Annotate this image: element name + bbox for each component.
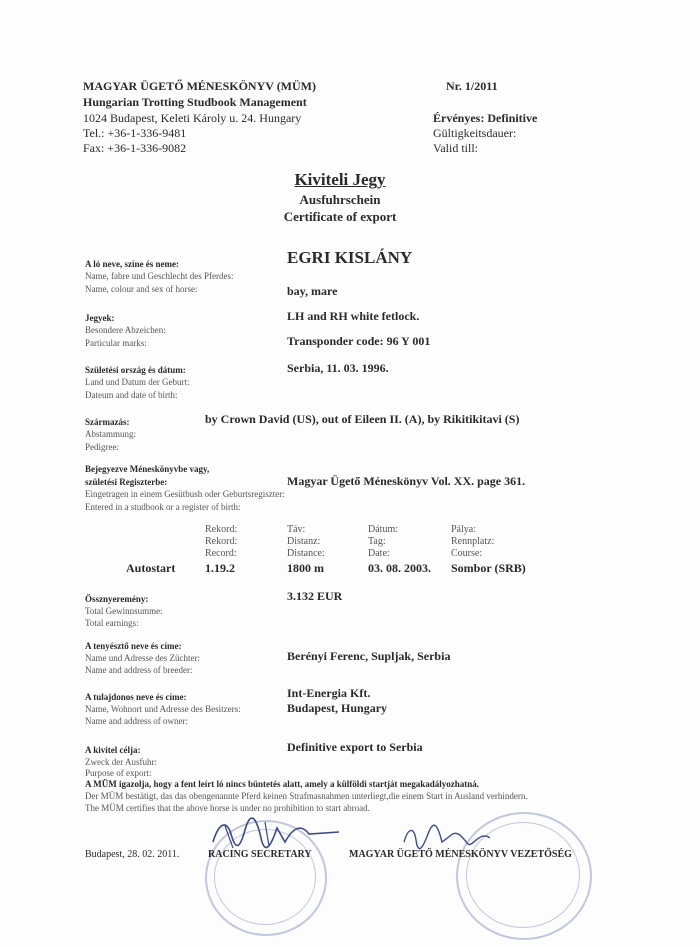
record-tav-hu: Táv:	[287, 524, 306, 535]
org-name-en: Hungarian Trotting Studbook Management	[83, 95, 307, 109]
register-label-en: Entered in a studbook or a register of birth:	[85, 502, 241, 512]
marks-value: LH and RH white fetlock.	[287, 309, 420, 323]
birth-value: Serbia, 11. 03. 1996.	[287, 361, 389, 375]
validity-en: Valid till:	[433, 141, 478, 155]
breeder-label-en: Name and address of breeder:	[85, 665, 193, 675]
earnings-value: 3.132 EUR	[287, 589, 343, 603]
validity-hu: Érvényes: Definitive	[433, 111, 538, 125]
horse-colour-sex: bay, mare	[287, 284, 338, 298]
title-hu: Kiviteli Jegy	[294, 170, 386, 189]
owner-label-en: Name and address of owner:	[85, 716, 188, 726]
record-time: 1.19.2	[205, 561, 235, 575]
birth-label-hu: Születési ország és dátum:	[85, 365, 186, 375]
pedigree-label-hu: Származás:	[85, 417, 130, 427]
record-type: Autostart	[126, 561, 176, 575]
org-tel: Tel.: +36-1-336-9481	[83, 126, 187, 140]
secretary-title: RACING SECRETARY	[208, 849, 312, 860]
birth-label-en: Dateum and date of birth:	[85, 390, 178, 400]
record-tav-de: Distanz:	[287, 536, 321, 547]
record-tav-en: Distance:	[287, 548, 325, 559]
purpose-label-en: Purpose of export:	[85, 768, 152, 778]
title-en: Certificate of export	[283, 209, 397, 224]
pedigree-value: by Crown David (US), out of Eileen II. (A), by Rikitikitavi (S)	[205, 412, 520, 426]
validity-de: Gültigkeitsdauer:	[433, 126, 517, 140]
register-label-de: Eingetragen in einem Gesütbush oder Geburtsregiszter:	[85, 489, 285, 499]
certificate-number: Nr. 1/2011	[446, 79, 498, 93]
transponder-code: Transponder code: 96 Y 001	[287, 334, 431, 348]
purpose-value: Definitive export to Serbia	[287, 740, 423, 754]
pedigree-label-de: Abstammung:	[85, 429, 136, 439]
marks-label-de: Besondere Abzeichen:	[85, 325, 166, 335]
earnings-label-de: Total Gewinnsumme:	[85, 606, 163, 616]
org-name-hu: MAGYAR ÜGETŐ MÉNESKÖNYV (MÜM)	[83, 79, 316, 93]
statement-hu: A MÜM igazolja, hogy a fent leírt ló nincs büntetés alatt, amely a külföldi startját megakadályozhatná.	[85, 779, 479, 789]
earnings-label-hu: Össznyeremény:	[85, 594, 149, 604]
record-datum-en: Date:	[368, 548, 390, 559]
pedigree-label-en: Pedigree:	[85, 442, 119, 452]
record-distance: 1800 m	[287, 561, 324, 575]
purpose-label-hu: A kivitel célja:	[85, 745, 141, 755]
statement-de: Der MÜM bestätigt, das das obengenannte Pferd keinen Strafmasnahmen unterliegt,die einem Start in Ausland verhindern.	[85, 791, 528, 801]
register-label-hu-1: Bejegyezve Méneskönyvbe vagy,	[85, 464, 210, 474]
earnings-label-en: Total earnings:	[85, 618, 139, 628]
record-datum-de: Tag:	[368, 536, 386, 547]
record-rekord-de: Rekord:	[205, 536, 238, 547]
record-rekord-en: Record:	[205, 548, 237, 559]
horse-label-hu: A ló neve, színe és neme:	[85, 259, 179, 269]
title-de: Ausfuhrschein	[299, 192, 381, 207]
statement-en: The MÜM certifies that the above horse is under no prohibition to start abroad.	[85, 803, 370, 813]
record-palya-hu: Pálya:	[451, 524, 476, 535]
birth-label-de: Land und Datum der Geburt:	[85, 377, 190, 387]
owner-label-de: Name, Wohnort und Adresse des Besitzers:	[85, 704, 241, 714]
record-datum-hu: Dátum:	[368, 524, 398, 535]
marks-label-hu: Jegyek:	[85, 313, 115, 323]
place-date: Budapest, 28. 02. 2011.	[85, 849, 180, 860]
management-title: MAGYAR ÜGETŐ MÉNESKÖNYV VEZETŐSÉG	[349, 849, 572, 860]
marks-label-en: Particular marks:	[85, 338, 147, 348]
org-address: 1024 Budapest, Keleti Károly u. 24. Hungary	[83, 111, 302, 125]
record-course: Sombor (SRB)	[451, 561, 526, 575]
owner-value-2: Budapest, Hungary	[287, 701, 388, 715]
purpose-label-de: Zweck der Ausfuhr:	[85, 757, 157, 767]
register-value: Magyar Ügető Méneskönyv Vol. XX. page 361.	[287, 474, 526, 488]
breeder-label-hu: A tenyésztő neve és címe:	[85, 641, 182, 651]
owner-label-hu: A tulajdonos neve és címe:	[85, 692, 187, 702]
register-label-hu-2: születési Regiszterbe:	[85, 477, 168, 487]
owner-value-1: Int-Energia Kft.	[287, 686, 371, 700]
record-date: 03. 08. 2003.	[368, 561, 431, 575]
record-palya-de: Rennplatz:	[451, 536, 495, 547]
horse-label-de: Name, fabre und Geschlecht des Pferdes:	[85, 271, 234, 281]
record-palya-en: Course:	[451, 548, 483, 559]
breeder-value: Berényi Ferenc, Supljak, Serbia	[287, 649, 451, 663]
horse-name: EGRI KISLÁNY	[287, 248, 413, 267]
breeder-label-de: Name und Adresse des Züchter:	[85, 653, 200, 663]
horse-label-en: Name, colour and sex of horse:	[85, 284, 198, 294]
org-fax: Fax: +36-1-336-9082	[83, 141, 187, 155]
record-rekord-hu: Rekord:	[205, 524, 238, 535]
